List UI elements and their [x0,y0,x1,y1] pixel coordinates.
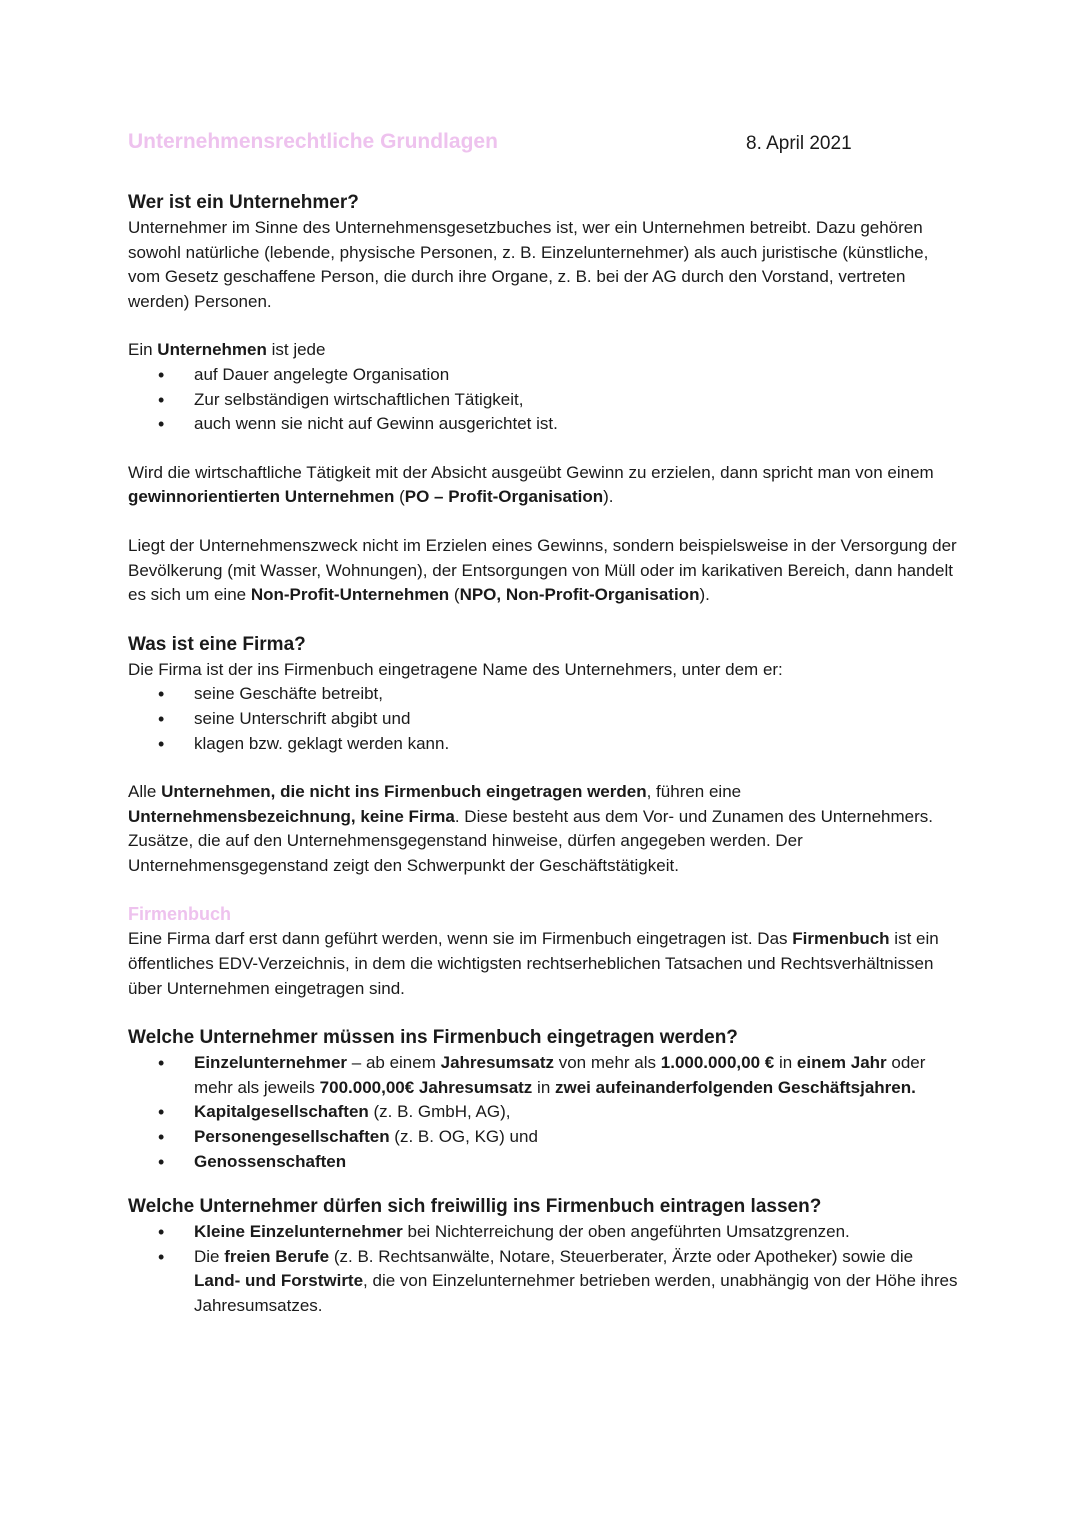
list-freiwillig [128,1220,958,1318]
list-item: • auf Dauer angelegte Organisation [194,363,958,388]
paragraph-non-profit: Liegt der Unternehmenszweck nicht im Erzielen eines Gewinns, sondern beispielsweise in der Versorgung der Bevölkerung (mit Wasser, Wohnungen), der Entsorgungen von Müll oder im karikativen Bereich, dann handelt es sich um eine Non-Profit-Unternehmen (NPO, Non-Profit-Organisation). [128,535,957,605]
heading-firmenbuch: Firmenbuch [128,904,232,925]
heading-wer-ist-unternehmer: Wer ist ein Unternehmer? [128,192,359,213]
paragraph-unternehmer: Unternehmer im Sinne des Unternehmensgesetzbuches ist, wer ein Unternehmen betreibt. Dazu gehören sowohl natürliche (lebende, physische Personen, z. B. Einzelunternehmer) als auch juristische (künstliche, vom Gesetz geschaffene Person, die durch ihre Organe, z. B. bei der AG durch den Vorstand, vertreten werden) Personen. [128,218,929,311]
title-row [128,130,958,160]
section-freiwillige-eintragung [128,1194,958,1318]
list-item: • Kapitalgesellschaften (z. B. GmbH, AG), [194,1100,958,1125]
list-item: • Die freien Berufe (z. B. Rechtsanwälte, Notare, Steuerberater, Ärzte oder Apotheker) sowie die Land- und Forstwirte, die von Einzelunternehmer betrieben werden, unabhängig von der Höhe ihres Jahresumsatzes. [194,1245,958,1319]
list-item: • auch wenn sie nicht auf Gewinn ausgerichtet ist. [194,412,958,437]
heading-muessen-eintragen: Welche Unternehmer müssen ins Firmenbuch eingetragen werden? [128,1027,738,1049]
section-firma [128,632,958,879]
heading-duerfen-eintragen: Welche Unternehmer dürfen sich freiwillig ins Firmenbuch eintragen lassen? [128,1196,822,1218]
document-title: Unternehmensrechtliche Grundlagen [128,130,498,153]
paragraph-unternehmensbezeichnung: Alle Unternehmen, die nicht ins Firmenbuch eingetragen werden, führen eine Unternehmensbezeichnung, keine Firma. Diese besteht aus dem Vor- und Zunamen des Unternehmers. Zusätze, die auf den Unternehmensgegenstand hinweise, dürfen angegeben werden. Der Unternehmensgegenstand zeigt den Schwerpunkt der Geschäftstätigkeit. [128,782,934,875]
paragraph-unternehmen-intro: Ein Unternehmen ist jede [128,340,326,360]
section-firmenbuch [128,902,958,1001]
list-item: • klagen bzw. geklagt werden kann. [194,732,958,757]
paragraph-firmenbuch: Eine Firma darf erst dann geführt werden, wenn sie im Firmenbuch eingetragen ist. Das Firmenbuch ist ein öffentliches EDV-Verzeichnis, in dem die wichtigsten rechtserheblichen Tatsachen und Rechtsverhältnissen über Unternehmen eingetragen sind. [128,929,939,998]
list-firma [128,682,958,756]
paragraph-firma-intro: Die Firma ist der ins Firmenbuch eingetragene Name des Unternehmers, unter dem er: [128,659,783,679]
section-unternehmer [128,190,958,608]
document-page [128,130,958,1319]
document-date: 8. April 2021 [746,133,852,154]
list-item: • Zur selbständigen wirtschaftlichen Tätigkeit, [194,388,958,413]
list-item: • Genossenschaften [194,1150,958,1175]
list-item: • Kleine Einzelunternehmer bei Nichterreichung der oben angeführten Umsatzgrenzen. [194,1220,958,1245]
list-pflicht [128,1051,958,1174]
list-unternehmen [128,363,958,437]
list-item: • Personengesellschaften (z. B. OG, KG) und [194,1125,958,1150]
list-item: • seine Geschäfte betreibt, [194,682,958,707]
list-item: • seine Unterschrift abgibt und [194,707,958,732]
heading-was-ist-firma: Was ist eine Firma? [128,633,306,655]
list-item: • Einzelunternehmer – ab einem Jahresumsatz von mehr als 1.000.000,00 € in einem Jahr oder mehr als jeweils 700.000,00€ Jahresumsatz in zwei aufeinanderfolgenden Geschäftsjahren. [194,1051,958,1100]
paragraph-profit: Wird die wirtschaftliche Tätigkeit mit der Absicht ausgeübt Gewinn zu erzielen, dann spricht man von einem gewinnorientierten Unternehmen (PO – Profit-Organisation). [128,462,934,507]
section-pflicht-eintragung [128,1025,958,1174]
